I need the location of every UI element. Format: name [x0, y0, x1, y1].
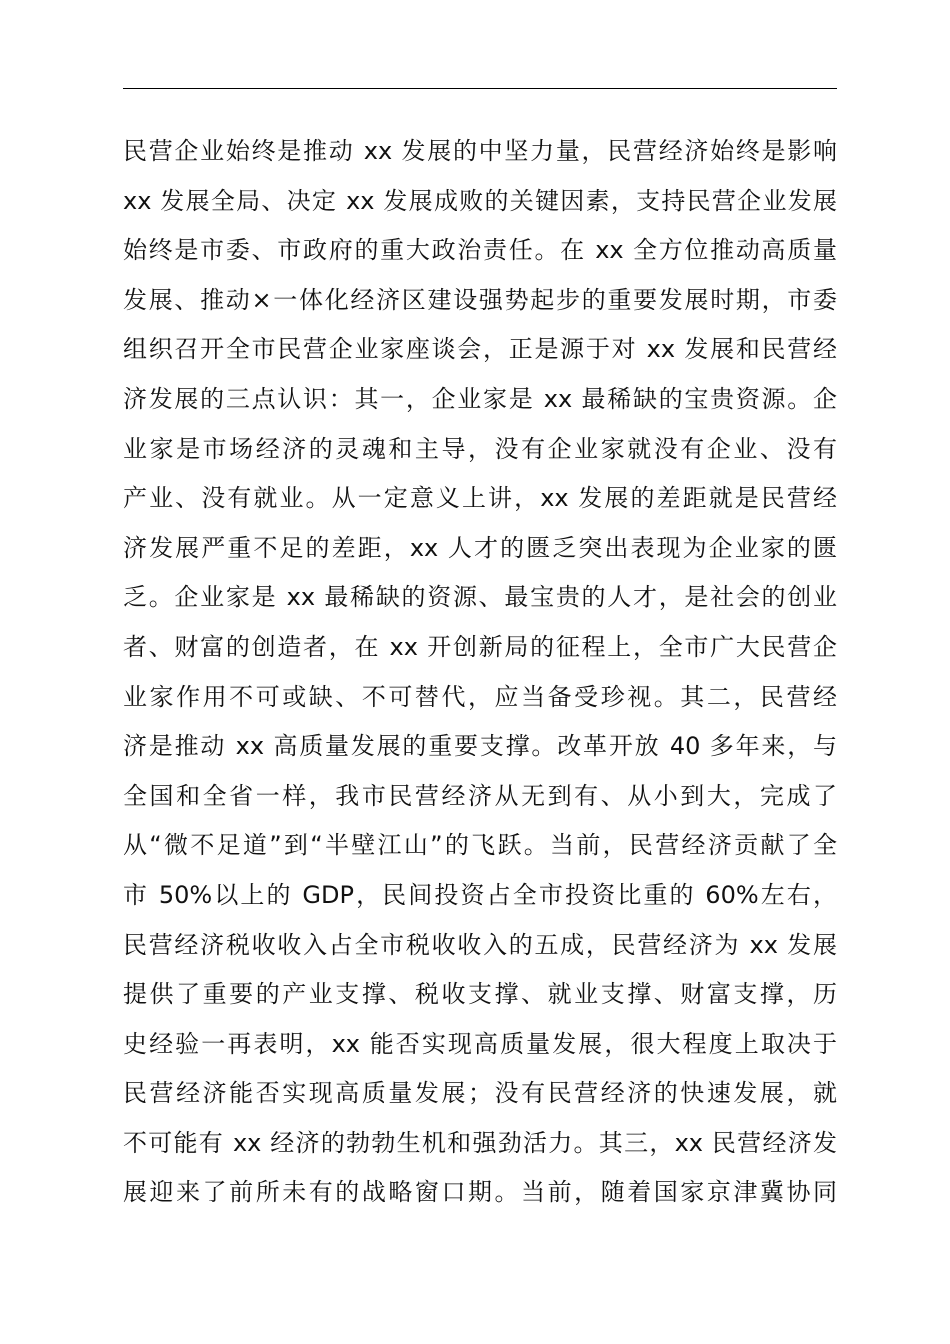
body-paragraph — [123, 127, 837, 1218]
text-line: 提供了重要的产业支撑、税收支撑、就业支撑、财富支撑，历 — [123, 980, 837, 1009]
text-line: 组织召开全市民营企业家座谈会，正是源于对 xx 发展和民营经 — [123, 335, 837, 364]
text-line: 济是推动 xx 高质量发展的重要支撑。改革开放 40 多年来，与 — [123, 732, 837, 761]
text-line: 始终是市委、市政府的重大政治责任。在 xx 全方位推动高质量 — [123, 236, 837, 265]
text-line: 民营经济税收收入占全市税收收入的五成，民营经济为 xx 发展 — [123, 930, 837, 959]
text-line: 民营企业始终是推动 xx 发展的中坚力量，民营经济始终是影响 — [123, 137, 837, 165]
text-line: 乏。企业家是 xx 最稀缺的资源、最宝贵的人才，是社会的创业 — [123, 583, 837, 612]
text-line: 济发展的三点认识：其一，企业家是 xx 最稀缺的宝贵资源。企 — [123, 384, 837, 413]
text-line: 济发展严重不足的差距，xx 人才的匮乏突出表现为企业家的匮 — [123, 533, 837, 562]
text-line: xx 发展全局、决定 xx 发展成败的关键因素，支持民营企业发展 — [123, 186, 837, 215]
header-rule — [123, 88, 837, 89]
text-line: 从“微不足道”到“半壁江山”的飞跃。当前，民营经济贡献了全 — [123, 831, 837, 860]
text-line: 产业、没有就业。从一定意义上讲，xx 发展的差距就是民营经 — [123, 484, 837, 513]
text-line: 业家作用不可或缺、不可替代，应当备受珍视。其二，民营经 — [123, 682, 837, 711]
text-line: 业家是市场经济的灵魂和主导，没有企业家就没有企业、没有 — [123, 434, 837, 463]
text-line: 发展、推动×一体化经济区建设强势起步的重要发展时期，市委 — [123, 285, 837, 314]
text-line: 史经验一再表明，xx 能否实现高质量发展，很大程度上取决于 — [123, 1029, 837, 1058]
text-line: 民营经济能否实现高质量发展；没有民营经济的快速发展，就 — [123, 1079, 837, 1108]
text-line: 展迎来了前所未有的战略窗口期。当前，随着国家京津冀协同 — [123, 1178, 837, 1207]
text-line: 全国和全省一样，我市民营经济从无到有、从小到大，完成了 — [123, 781, 837, 810]
text-line: 不可能有 xx 经济的勃勃生机和强劲活力。其三，xx 民营经济发 — [123, 1128, 837, 1157]
text-line: 者、财富的创造者，在 xx 开创新局的征程上，全市广大民营企 — [123, 632, 837, 661]
text-line: 市 50%以上的 GDP，民间投资占全市投资比重的 60%左右， — [123, 880, 837, 909]
